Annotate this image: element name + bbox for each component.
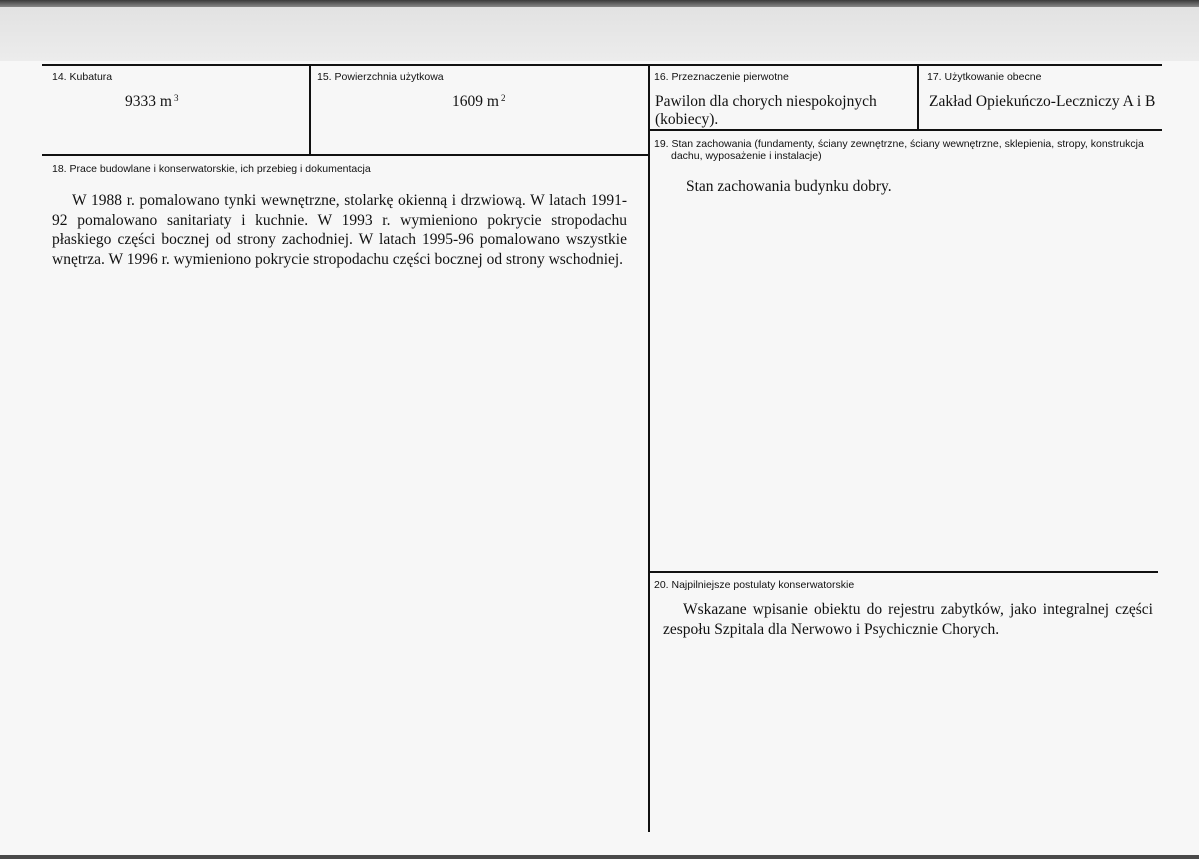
line-above-20 [648,571,1158,573]
field-14-value-text: 9333 m [125,93,172,110]
scan-shadow-band [0,7,1199,61]
field-14-label: 14. Kubatura [52,71,113,83]
field-18-text [52,191,627,269]
field-19-label-line-2: dachu, wyposażenie i instalacje) [671,150,822,162]
field-15-value [452,93,505,111]
field-17-label: 17. Użytkowanie obecne [927,71,1042,83]
line-under-14-15 [42,154,649,156]
field-20-text [663,600,1153,639]
field-16-value-line-2: (kobiecy). [655,111,719,128]
center-divider [648,64,650,832]
top-border-line [42,64,1162,66]
scan-edge-bottom [0,855,1199,859]
field-20-paragraph: Wskazane wpisanie obiektu do rejestru zabytków, jako integralnej części zespołu Szpitala dla Nerwowo i Psychicznie Chorych. [663,601,1153,638]
field-20-label: 20. Najpilniejsze postulaty konserwatorskie [654,579,855,591]
field-15-unit-exponent: 2 [500,93,506,103]
field-19-text: Stan zachowania budynku dobry. [686,178,892,195]
field-14-value [125,93,178,111]
line-under-16-17 [648,129,1162,131]
divider-16-17 [917,64,919,130]
scan-edge-top [0,0,1199,7]
field-15-value-text: 1609 m [452,93,499,110]
field-18-paragraph: W 1988 r. pomalowano tynki wewnętrzne, stolarkę okienną i drzwiową. W latach 1991-92 pomalowano sanitariaty i kuchnie. W 1993 r. wymieniono pokrycie stropodachu płaskiego części bocznej od strony zachodniej. W latach 1995-96 pomalowano wszystkie wnętrza. W 1996 r. wymieniono pokrycie stropodachu części bocznej od strony wschodniej. [52,192,627,268]
field-14-unit-exponent: 3 [173,93,179,103]
field-16-label: 16. Przeznaczenie pierwotne [654,71,789,83]
field-16-value-line-1: Pawilon dla chorych niespokojnych [655,93,877,110]
field-19-label-line-1: 19. Stan zachowania (fundamenty, ściany zewnętrzne, ściany wewnętrzne, sklepienia, stropy, konstrukcja [654,138,1144,150]
field-17-value: Zakład Opiekuńczo-Leczniczy A i B [929,93,1156,110]
field-18-label: 18. Prace budowlane i konserwatorskie, ich przebieg i dokumentacja [52,163,371,175]
divider-14-15 [309,64,311,154]
field-15-label: 15. Powierzchnia użytkowa [317,71,444,83]
